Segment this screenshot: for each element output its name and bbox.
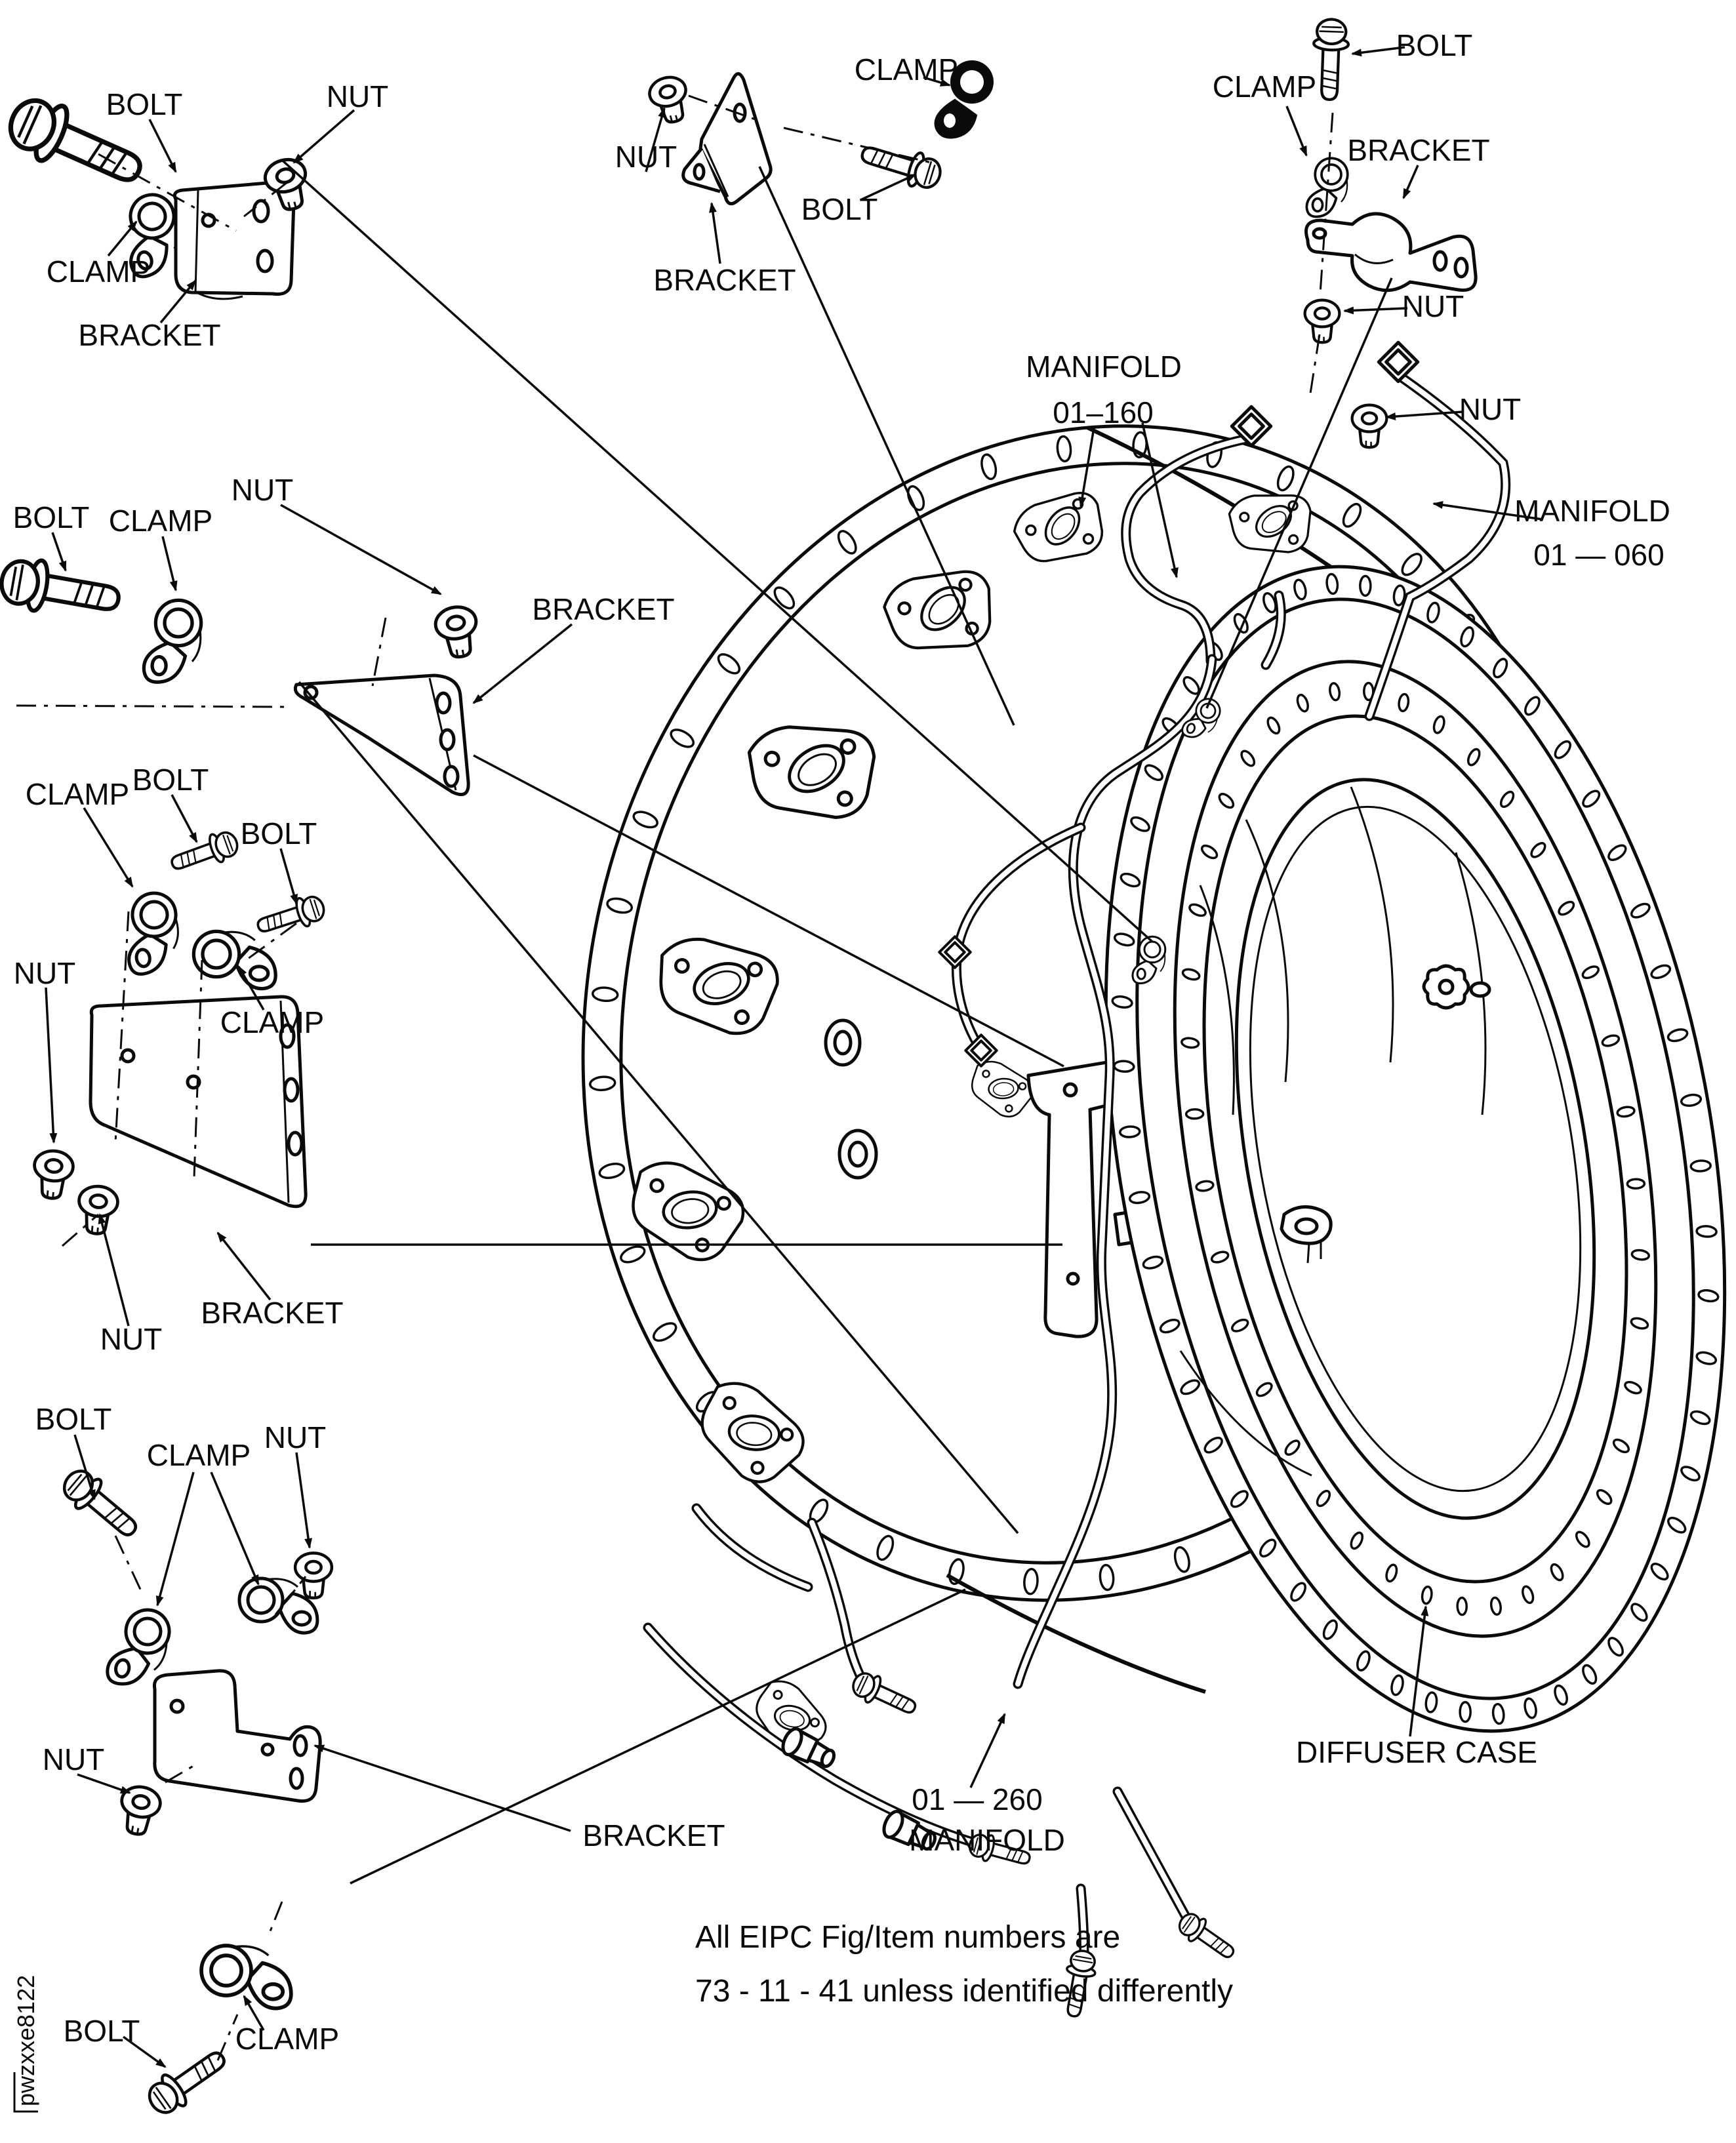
label-bolt-11: BOLT bbox=[1396, 28, 1473, 62]
label-clamp-6: CLAMP bbox=[854, 52, 959, 87]
label-clamp-18: CLAMP bbox=[108, 504, 213, 538]
label-bolt-0: BOLT bbox=[106, 87, 183, 121]
label-bolt-7: BOLT bbox=[801, 192, 878, 226]
label-bracket-3: BRACKET bbox=[78, 318, 221, 352]
label-bracket-20: BRACKET bbox=[532, 592, 675, 626]
label-clamp-25: CLAMP bbox=[220, 1005, 325, 1039]
label-clamp-21: CLAMP bbox=[25, 777, 130, 811]
label-clamp-37: CLAMP bbox=[235, 2022, 340, 2056]
label-pwzxxe8122-40: pwzxxe8122 bbox=[12, 1974, 39, 2106]
label-bolt-23: BOLT bbox=[240, 816, 317, 851]
label-clamp-29: CLAMP bbox=[146, 1438, 251, 1472]
group-mid-left-upper bbox=[0, 554, 482, 794]
flange-bolt-hole bbox=[592, 987, 618, 1002]
label-01-060-16: 01 — 060 bbox=[1533, 538, 1665, 572]
label-all-eipc-fig-item-numbers-are-38: All EIPC Fig/Item numbers are bbox=[695, 1920, 1121, 1955]
label-nut-30: NUT bbox=[264, 1420, 327, 1454]
diffuser-case-drawing bbox=[468, 325, 1736, 2019]
label-bolt-22: BOLT bbox=[132, 763, 209, 797]
label-nut-24: NUT bbox=[13, 956, 76, 990]
label-nut-4: NUT bbox=[615, 140, 677, 174]
flange-bolt-hole bbox=[1457, 1597, 1466, 1614]
flange-bolt-hole bbox=[1691, 1160, 1711, 1172]
label-bracket-12: BRACKET bbox=[1347, 133, 1490, 167]
label-01-160-9: 01–160 bbox=[1053, 395, 1154, 430]
label-73-11-41-unless-identified-differently-39: 73 - 11 - 41 unless identified differently bbox=[695, 1974, 1234, 2009]
flange-bolt-hole bbox=[1360, 576, 1371, 595]
label-bracket-32: BRACKET bbox=[582, 1818, 725, 1853]
label-manifold-34: MANIFOLD bbox=[909, 1823, 1065, 1857]
group-top-right bbox=[1305, 19, 1476, 448]
label-bracket-5: BRACKET bbox=[653, 263, 796, 297]
label-01-260-33: 01 — 260 bbox=[912, 1782, 1043, 1816]
flange-bolt-hole bbox=[1186, 1110, 1203, 1119]
label-nut-26: NUT bbox=[100, 1322, 163, 1356]
label-diffuser-case-35: DIFFUSER CASE bbox=[1295, 1735, 1538, 1769]
flange-bolt-hole bbox=[1460, 1702, 1470, 1722]
label-bolt-36: BOLT bbox=[63, 2014, 140, 2048]
flange-bolt-hole bbox=[1120, 1126, 1140, 1138]
label-nut-19: NUT bbox=[231, 473, 294, 507]
label-nut-14: NUT bbox=[1459, 392, 1522, 426]
label-bolt-28: BOLT bbox=[35, 1402, 112, 1436]
flange-bolt-hole bbox=[1114, 1060, 1134, 1072]
label-nut-13: NUT bbox=[1402, 289, 1464, 323]
label-nut-1: NUT bbox=[326, 79, 389, 113]
flange-bolt-hole bbox=[1024, 1569, 1039, 1594]
label-manifold-15: MANIFOLD bbox=[1514, 494, 1670, 528]
label-manifold-8: MANIFOLD bbox=[1026, 350, 1182, 384]
flange-bolt-hole bbox=[1627, 1179, 1644, 1188]
flange-bolt-hole bbox=[1697, 1226, 1717, 1237]
label-clamp-10: CLAMP bbox=[1212, 70, 1317, 104]
bracket-drawing-1 bbox=[174, 182, 294, 294]
label-clamp-2: CLAMP bbox=[46, 254, 151, 289]
label-bracket-27: BRACKET bbox=[201, 1296, 344, 1330]
label-nut-31: NUT bbox=[42, 1742, 105, 1776]
label-bolt-17: BOLT bbox=[12, 500, 90, 534]
